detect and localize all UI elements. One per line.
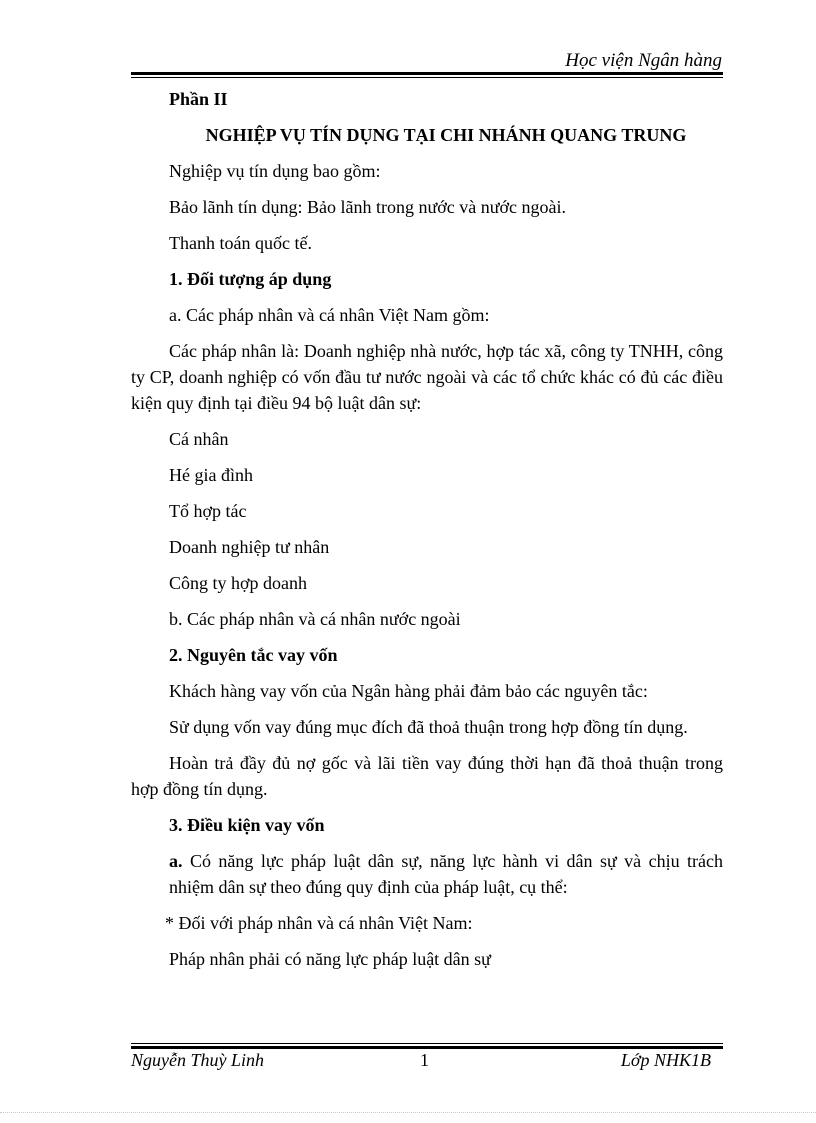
document-body [131, 86, 723, 982]
condition-a [131, 848, 723, 900]
list-item: Hé gia đình [169, 465, 253, 485]
list-item: Công ty hợp doanh [169, 573, 308, 593]
paragraph: Khách hàng vay vốn của Ngân hàng phải đảm bảo các nguyên tắc: [169, 681, 648, 701]
subsection-b: b. Các pháp nhân và cá nhân nước ngoài [169, 609, 461, 629]
list-item: Cá nhân [169, 429, 229, 449]
document-title: NGHIỆP VỤ TÍN DỤNG TẠI CHI NHÁNH QUANG TRUNG [205, 125, 687, 145]
condition-a-text: Có năng lực pháp luật dân sự, năng lực hành vi dân sự và chịu trách nhiệm dân sự theo đúng quy định của pháp luật, cụ thể: [169, 851, 723, 897]
section-heading-2: 2. Nguyên tắc vay vốn [169, 645, 338, 665]
header-institution: Học viện Ngân hàng [565, 50, 722, 71]
list-item: Doanh nghiệp tư nhân [169, 537, 330, 557]
page-footer [131, 1050, 723, 1076]
intro-line: Nghiệp vụ tín dụng bao gồm: [169, 161, 381, 181]
header-rule-thin [131, 77, 723, 78]
condition-a-label: a. [169, 851, 183, 871]
paragraph: Pháp nhân phải có năng lực pháp luật dân sự [169, 949, 491, 969]
part-label: Phần II [169, 89, 228, 109]
header-rule-thick [131, 72, 723, 75]
list-item: Tổ hợp tác [169, 501, 247, 521]
page-edge-divider [0, 1112, 816, 1113]
paragraph: Hoàn trả đầy đủ nợ gốc và lãi tiền vay đúng thời hạn đã thoả thuận trong hợp đồng tín dụng. [131, 753, 723, 799]
paragraph: Các pháp nhân là: Doanh nghiệp nhà nước, hợp tác xã, công ty TNHH, công ty CP, doanh nghiệp có vốn đầu tư nước ngoài và các tổ chức khác có đủ các điều kiện quy định tại điều 94 bộ luật dân sự: [131, 341, 723, 413]
paragraph: Sử dụng vốn vay đúng mục đích đã thoả thuận trong hợp đồng tín dụng. [169, 717, 688, 737]
footer-rule-thin [131, 1043, 723, 1044]
intro-line: Bảo lãnh tín dụng: Bảo lãnh trong nước và nước ngoài. [169, 197, 566, 217]
section-heading-1: 1. Đối tượng áp dụng [169, 269, 332, 289]
subsection-a: a. Các pháp nhân và cá nhân Việt Nam gồm: [169, 305, 490, 325]
page-number: 1 [420, 1050, 429, 1070]
section-heading-3: 3. Điều kiện vay vốn [169, 815, 325, 835]
intro-line: Thanh toán quốc tế. [169, 233, 312, 253]
footer-class: Lớp NHK1B [620, 1050, 711, 1070]
footer-rule-thick [131, 1046, 723, 1049]
star-note: * Đối với pháp nhân và cá nhân Việt Nam: [165, 913, 473, 933]
footer-author: Nguyễn Thuỳ Linh [131, 1050, 264, 1070]
